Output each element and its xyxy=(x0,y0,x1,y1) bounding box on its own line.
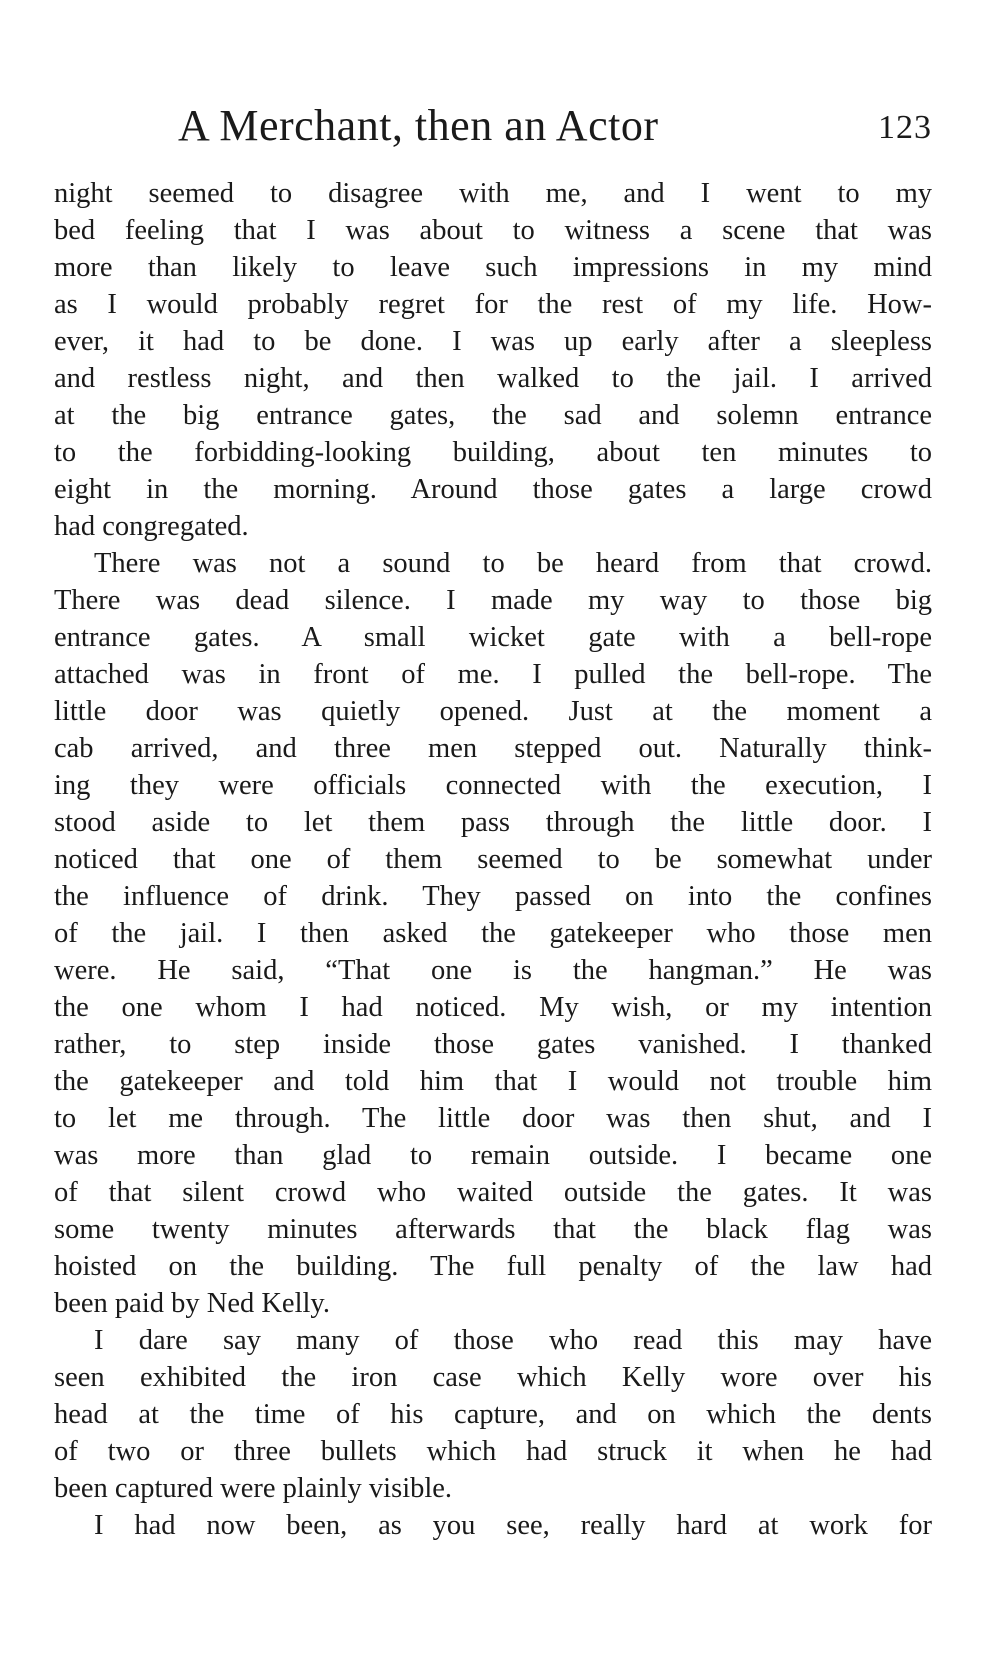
text-line: cab arrived, and three men stepped out. Naturally think- xyxy=(54,733,932,764)
text-line: There was not a sound to be heard from that crowd. xyxy=(94,548,932,579)
text-line: more than likely to leave such impressions in my mind xyxy=(54,252,932,283)
body-text xyxy=(54,175,932,1544)
paragraph xyxy=(54,1322,932,1507)
text-line: were. He said, “That one is the hangman.” He was xyxy=(54,955,932,986)
text-line: entrance gates. A small wicket gate with a bell-rope xyxy=(54,622,932,653)
text-line: ever, it had to be done. I was up early after a sleepless xyxy=(54,326,932,357)
text-line: was more than glad to remain outside. I became one xyxy=(54,1140,932,1171)
text-line: seen exhibited the iron case which Kelly wore over his xyxy=(54,1362,932,1393)
text-line: I dare say many of those who read this may have xyxy=(94,1325,932,1356)
text-line: of two or three bullets which had struck it when he had xyxy=(54,1436,932,1467)
text-line: hoisted on the building. The full penalty of the law had xyxy=(54,1251,932,1282)
paragraph xyxy=(54,545,932,1322)
text-line: and restless night, and then walked to the jail. I arrived xyxy=(54,363,932,394)
text-line: had congregated. xyxy=(54,511,249,542)
paragraph xyxy=(54,1507,932,1544)
text-line: of that silent crowd who waited outside the gates. It was xyxy=(54,1177,932,1208)
text-line: rather, to step inside those gates vanished. I thanked xyxy=(54,1029,932,1060)
text-line: of the jail. I then asked the gatekeeper who those men xyxy=(54,918,932,949)
text-line: attached was in front of me. I pulled the bell-rope. The xyxy=(54,659,932,690)
text-line: head at the time of his capture, and on which the dents xyxy=(54,1399,932,1430)
text-line: little door was quietly opened. Just at the moment a xyxy=(54,696,932,727)
text-line: been paid by Ned Kelly. xyxy=(54,1288,330,1319)
text-line: There was dead silence. I made my way to those big xyxy=(54,585,932,616)
text-line: noticed that one of them seemed to be somewhat under xyxy=(54,844,932,875)
text-line: I had now been, as you see, really hard at work for xyxy=(94,1510,932,1541)
text-line: the influence of drink. They passed on into the confines xyxy=(54,881,932,912)
text-line: been captured were plainly visible. xyxy=(54,1473,453,1504)
text-line: night seemed to disagree with me, and I went to my xyxy=(54,178,932,209)
text-line: ing they were officials connected with the execution, I xyxy=(54,770,932,801)
text-line: eight in the morning. Around those gates a large crowd xyxy=(54,474,932,505)
running-head xyxy=(54,96,932,156)
text-line: at the big entrance gates, the sad and solemn entrance xyxy=(54,400,932,431)
running-title: A Merchant, then an Actor xyxy=(178,101,659,150)
text-line: stood aside to let them pass through the little door. I xyxy=(54,807,932,838)
text-line: the one whom I had noticed. My wish, or my intention xyxy=(54,992,932,1023)
text-line: bed feeling that I was about to witness a scene that was xyxy=(54,215,932,246)
text-line: the gatekeeper and told him that I would not trouble him xyxy=(54,1066,932,1097)
page-number: 123 xyxy=(878,109,932,146)
text-line: as I would probably regret for the rest of my life. How- xyxy=(54,289,932,320)
paragraph xyxy=(54,175,932,545)
text-line: to let me through. The little door was then shut, and I xyxy=(54,1103,932,1134)
text-line: to the forbidding-looking building, about ten minutes to xyxy=(54,437,932,468)
text-line: some twenty minutes afterwards that the black flag was xyxy=(54,1214,932,1245)
